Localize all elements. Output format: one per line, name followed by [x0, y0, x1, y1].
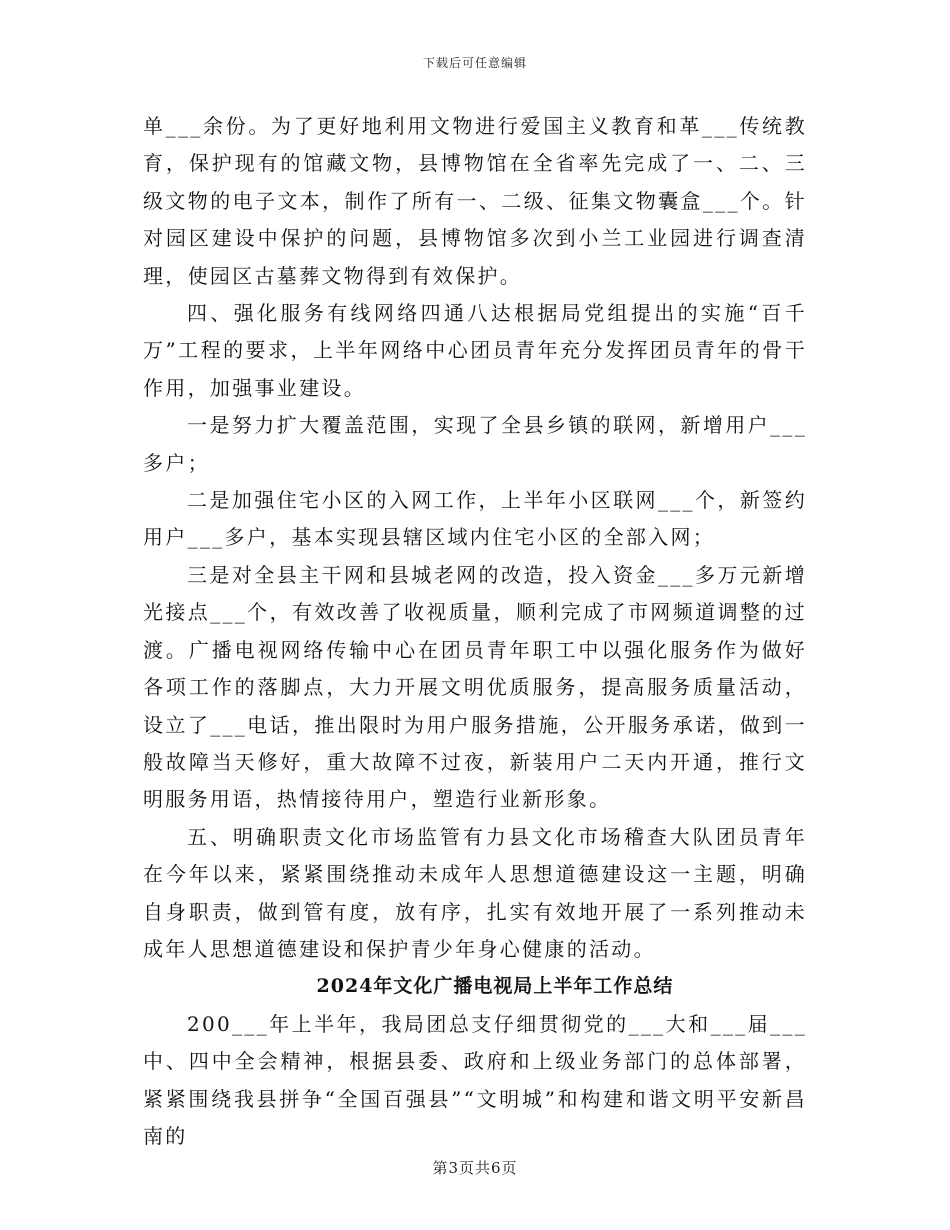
- paragraph-network-service: 四、强化服务有线网络四通八达根据局党组提出的实施“百千万”工程的要求，上半年网络中心团员青年充分发挥团员青年的骨干作用，加强事业建设。: [143, 301, 807, 400]
- section-paragraph: 200___年上半年，我局团总支仔细贯彻党的___大和___届___中、四中全会精神，根据县委、政府和上级业务部门的总体部署，紧紧围绕我县拼争“全国百强县”“文明城”和构建和谐文明平安新昌南的: [143, 1011, 807, 1148]
- paragraph-cultural-relics: 单___余份。为了更好地利用文物进行爱国主义教育和革___传统教育，保护现有的馆藏文物，县博物馆在全省率先完成了一、二、三级文物的电子文本，制作了所有一、二级、征集文物囊盒___个。针对园区建设中保护的问题，县博物馆多次到小兰工业园进行调查清理，使园区古墓葬文物得到有效保护。: [143, 114, 807, 288]
- page-footer: 第3页共6页: [432, 1159, 518, 1177]
- paragraph-residential-network: 二是加强住宅小区的入网工作，上半年小区联网___个，新签约用户___多户，基本实现县辖区域内住宅小区的全部入网；: [143, 488, 807, 550]
- section-title: 2024年文化广播电视局上半年工作总结: [316, 975, 674, 998]
- page-header: 下载后可任意编辑: [422, 56, 527, 70]
- paragraph-coverage: 一是努力扩大覆盖范围，实现了全县乡镇的联网，新增用户___多户；: [143, 413, 807, 475]
- paragraph-market-supervision: 五、明确职责文化市场监管有力县文化市场稽查大队团员青年在今年以来，紧紧围绕推动未成年人思想道德建设这一主题，明确自身职责，做到管有度，放有序，扎实有效地开展了一系列推动未成年人思想道德建设和保护青少年身心健康的活动。: [143, 824, 807, 961]
- document-body: [143, 108, 807, 1155]
- paragraph-network-upgrade: 三是对全县主干网和县城老网的改造，投入资金___多万元新增光接点___个，有效改善了收视质量，顺利完成了市网频道调整的过渡。广播电视网络传输中心在团员青年职工中以强化服务作为做好各项工作的落脚点，大力开展文明优质服务，提高服务质量活动，设立了___电话，推出限时为用户服务措施，公开服务承诺，做到一般故障当天修好，重大故障不过夜，新装用户二天内开通，推行文明服务用语，热情接待用户，塑造行业新形象。: [143, 562, 807, 812]
